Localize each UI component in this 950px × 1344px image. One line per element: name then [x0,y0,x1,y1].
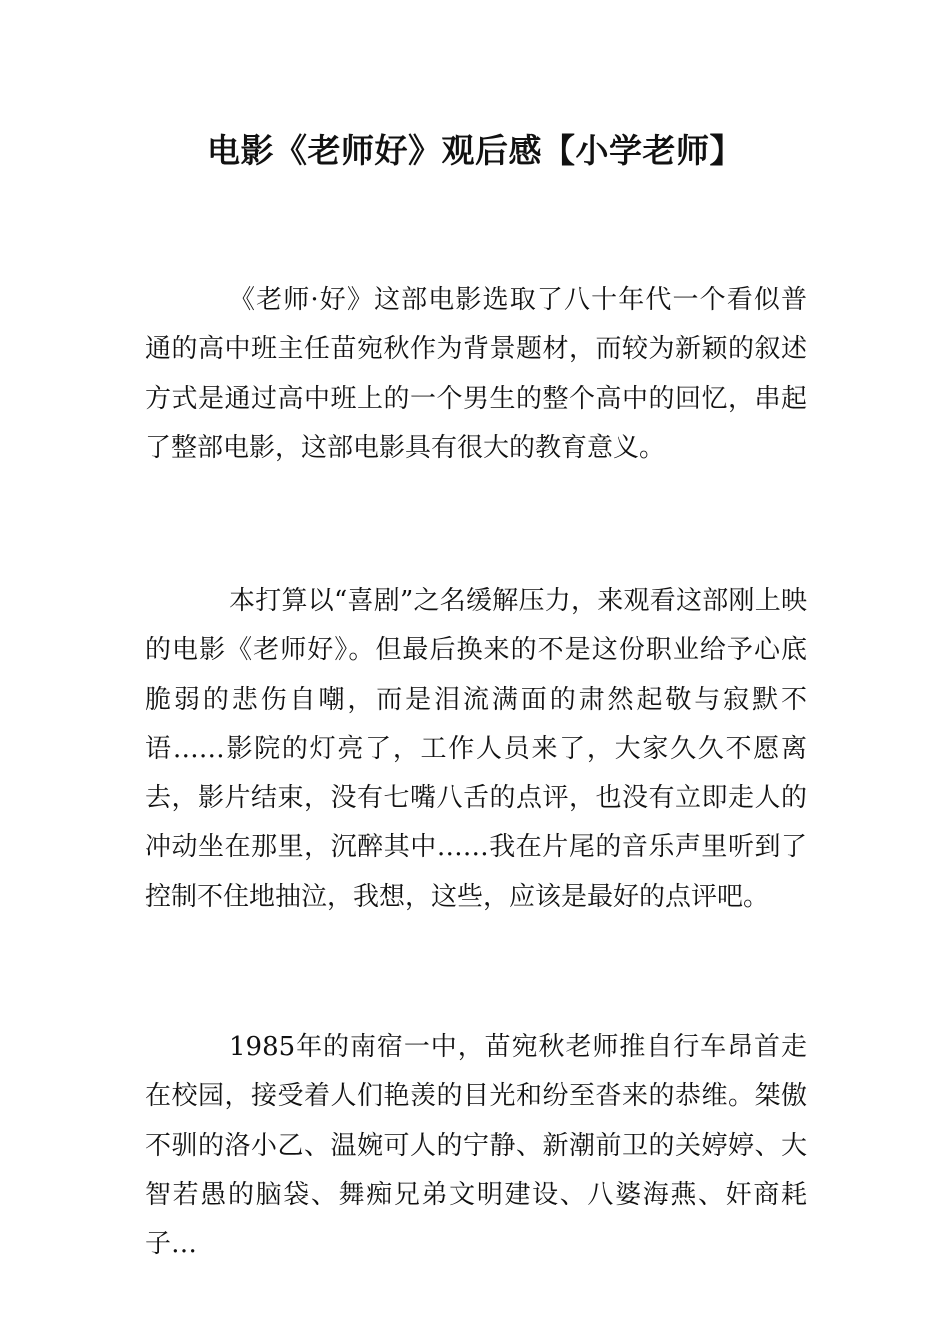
paragraph-3: 1985年的南宿一中，苗宛秋老师推自行车昂首走在校园，接受着人们艳羡的目光和纷至沓来的恭维。桀傲不驯的洛小乙、温婉可人的宁静、新潮前卫的关婷婷、大智若愚的脑袋、舞痴兄弟文明建设、八婆海燕、奸商耗子… [145,1032,807,1260]
paragraph-2: 本打算以“喜剧”之名缓解压力，来观看这部刚上映的电影《老师好》。但最后换来的不是这份职业给予心底脆弱的悲伤自嘲，而是泪流满面的肃然起敬与寂默不语……影院的灯亮了，工作人员来了，大家久久不愿离去，影片结束，没有七嘴八舌的点评，也没有立即走人的冲动坐在那里，沉醉其中……我在片尾的音乐声里听到了控制不住地抽泣，我想，这些，应该是最好的点评吧。 [145,586,807,912]
document-title: 电影《老师好》观后感【小学老师】 [207,131,743,170]
paragraph-1: 《老师·好》这部电影选取了八十年代一个看似普通的高中班主任苗宛秋作为背景题材，而较为新颖的叙述方式是通过高中班上的一个男生的整个高中的回忆，串起了整部电影，这部电影具有很大的教育意义。 [145,285,807,463]
